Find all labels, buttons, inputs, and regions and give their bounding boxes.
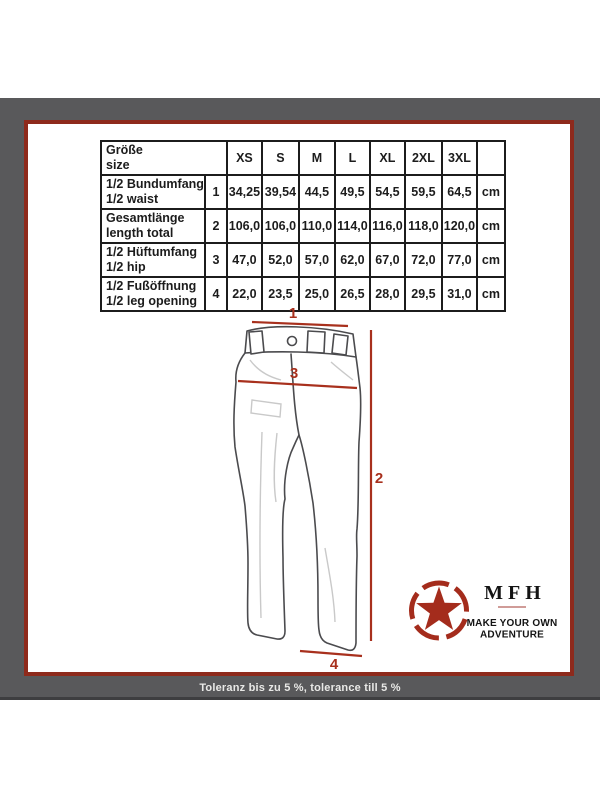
- row-label-cell: [101, 243, 205, 277]
- belt-loop: [332, 334, 348, 355]
- measure-label-hip: 3: [289, 365, 299, 382]
- size-table-row-waist: [101, 175, 505, 209]
- col-header-s: S: [262, 141, 299, 175]
- row-label-cell: [101, 209, 205, 243]
- mfh-logo: [405, 575, 560, 645]
- value-cell: 34,25: [227, 175, 262, 209]
- unit-cell: cm: [477, 243, 505, 277]
- row-number-cell: 2: [205, 209, 227, 243]
- row-label-en: length total: [106, 226, 174, 240]
- measure-label-leg-opening: 4: [329, 656, 339, 672]
- row-label-de: Gesamtlänge: [106, 211, 185, 225]
- row-label-en: 1/2 leg opening: [106, 294, 197, 308]
- col-header-xl: XL: [370, 141, 405, 175]
- row-label-de: 1/2 Bundumfang: [106, 177, 204, 191]
- value-cell: 47,0: [227, 243, 262, 277]
- value-cell: 64,5: [442, 175, 477, 209]
- gray-frame: [0, 98, 600, 700]
- value-cell: 59,5: [405, 175, 442, 209]
- measure-label-waist: 1: [288, 305, 298, 322]
- measure-line-waist: [252, 322, 348, 326]
- waist-button: [288, 337, 297, 346]
- col-header-m: M: [299, 141, 335, 175]
- value-cell: 116,0: [370, 209, 405, 243]
- belt-loop: [307, 331, 325, 353]
- value-cell: 52,0: [262, 243, 299, 277]
- measure-line-hip: [238, 381, 357, 388]
- size-header-en: size: [106, 158, 130, 172]
- row-label-cell: [101, 277, 205, 311]
- row-label-en: 1/2 waist: [106, 192, 159, 206]
- value-cell: 62,0: [335, 243, 370, 277]
- belt-loop: [249, 331, 264, 354]
- row-number-cell: 1: [205, 175, 227, 209]
- value-cell: 49,5: [335, 175, 370, 209]
- col-header-xs: XS: [227, 141, 262, 175]
- pants-seam-details: [250, 360, 353, 622]
- value-cell: 114,0: [335, 209, 370, 243]
- row-number-cell: 3: [205, 243, 227, 277]
- value-cell: 29,5: [405, 277, 442, 311]
- col-header-unit: [477, 141, 505, 175]
- value-cell: 31,0: [442, 277, 477, 311]
- value-cell: 23,5: [262, 277, 299, 311]
- col-header-l: L: [335, 141, 370, 175]
- value-cell: 120,0: [442, 209, 477, 243]
- value-cell: 25,0: [299, 277, 335, 311]
- chart-panel: [24, 120, 574, 676]
- value-cell: 39,54: [262, 175, 299, 209]
- brand-name: MFH: [484, 582, 546, 604]
- value-cell: 28,0: [370, 277, 405, 311]
- row-label-cell: [101, 175, 205, 209]
- row-number-cell: 4: [205, 277, 227, 311]
- size-table-header-row: [101, 141, 505, 175]
- size-table: [100, 140, 506, 312]
- pants-diagram: [225, 300, 400, 672]
- value-cell: 77,0: [442, 243, 477, 277]
- size-table-row-length: [101, 209, 505, 243]
- value-cell: 110,0: [299, 209, 335, 243]
- logo-tagline-line2: ADVENTURE: [479, 629, 545, 641]
- value-cell: 72,0: [405, 243, 442, 277]
- value-cell: 67,0: [370, 243, 405, 277]
- row-label-de: 1/2 Fußöffnung: [106, 279, 197, 293]
- row-label-de: 1/2 Hüftumfang: [106, 245, 197, 259]
- col-header-2xl: 2XL: [405, 141, 442, 175]
- unit-cell: cm: [477, 277, 505, 311]
- value-cell: 118,0: [405, 209, 442, 243]
- tolerance-note: Toleranz bis zu 5 %, tolerance till 5 %: [199, 682, 401, 694]
- size-header-cell: [101, 141, 227, 175]
- star-icon: [416, 587, 462, 630]
- value-cell: 22,0: [227, 277, 262, 311]
- measure-label-length: 2: [374, 470, 384, 487]
- value-cell: 106,0: [227, 209, 262, 243]
- size-header-de: Größe: [106, 143, 143, 157]
- value-cell: 106,0: [262, 209, 299, 243]
- logo-tagline-line1: MAKE YOUR OWN: [466, 618, 558, 629]
- size-table-row-hip: [101, 243, 505, 277]
- row-label-en: 1/2 hip: [106, 260, 146, 274]
- unit-cell: cm: [477, 209, 505, 243]
- value-cell: 44,5: [299, 175, 335, 209]
- value-cell: 26,5: [335, 277, 370, 311]
- value-cell: 54,5: [370, 175, 405, 209]
- col-header-3xl: 3XL: [442, 141, 477, 175]
- value-cell: 57,0: [299, 243, 335, 277]
- unit-cell: cm: [477, 175, 505, 209]
